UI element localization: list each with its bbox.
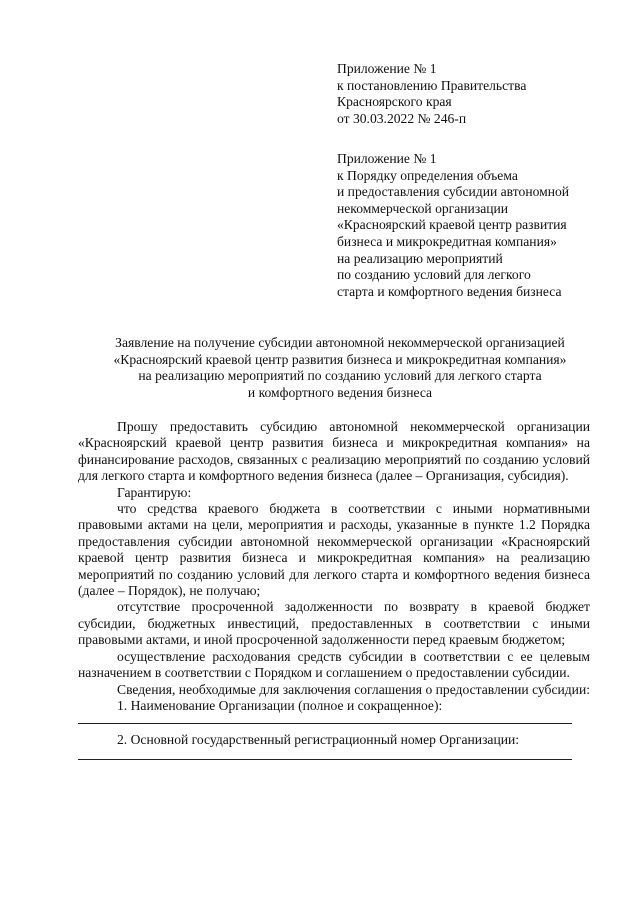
document-title bbox=[78, 335, 602, 401]
appendix-header-resolution bbox=[337, 61, 526, 127]
appendix-line: некоммерческой организации bbox=[337, 200, 509, 216]
appendix-line: Красноярского края bbox=[337, 94, 452, 110]
appendix-line: на реализацию мероприятий bbox=[337, 250, 503, 266]
field-ogrn-label: 2. Основной государственный регистрационный номер Организации: bbox=[117, 732, 520, 748]
appendix-line: от 30.03.2022 № 246-п bbox=[337, 110, 467, 126]
appendix-header-order bbox=[337, 151, 569, 300]
appendix-line: и предоставления субсидии автономной bbox=[337, 184, 570, 200]
title-line: «Красноярский краевой центр развития бизнеса и микрокредитная компания» bbox=[113, 351, 567, 367]
title-line: на реализацию мероприятий по созданию условий для легкого старта bbox=[138, 368, 542, 384]
info-paragraph: Сведения, необходимые для заключения соглашения о предоставлении субсидии: bbox=[117, 681, 591, 697]
guarantee-heading: Гарантирую: bbox=[117, 484, 192, 500]
guarantee-item-1: что средства краевого бюджета в соответствии с иными нормативными правовыми актами на цели, мероприятия и расходы, указанные в пункте 1.2 Порядка предоставления субсидии автономной некоммерческой организации «Красноярский краевой центр развития бизнеса и микрокредитная компания» на реализацию мероприятий по созданию условий для легкого старта и комфортного ведения бизнеса (далее – Порядок), не получаю; bbox=[78, 501, 590, 599]
appendix-line: к Порядку определения объема bbox=[337, 167, 518, 183]
title-line: и комфортного ведения бизнеса bbox=[247, 384, 433, 400]
appendix-line: Приложение № 1 bbox=[337, 151, 437, 166]
intro-paragraph: Прошу предоставить субсидию автономной некоммерческой организации «Красноярский краевой центр развития бизнеса и микрокредитная компания» на финансирование расходов, связанных с реализацию мероприятий по созданию условий для легкого старта и комфортного ведения бизнеса (далее – Организация, субсидия). bbox=[78, 419, 590, 484]
field-ogrn-line[interactable] bbox=[78, 759, 572, 760]
guarantee-item-3: осуществление расходования средств субсидии в соответствии с ее целевым назначением в соответствии с Порядком и соглашением о предоставлении субсидии. bbox=[78, 648, 590, 681]
title-line: Заявление на получение субсидии автономной некоммерческой организацией bbox=[115, 335, 565, 350]
appendix-line: старта и комфортного ведения бизнеса bbox=[337, 283, 562, 299]
appendix-line: Приложение № 1 bbox=[337, 61, 437, 76]
appendix-line: бизнеса и микрокредитная компания» bbox=[337, 233, 557, 249]
appendix-line: к постановлению Правительства bbox=[337, 77, 527, 93]
field-organization-name-label: 1. Наименование Организации (полное и сокращенное): bbox=[117, 697, 443, 713]
appendix-line: по созданию условий для легкого bbox=[337, 267, 531, 283]
field-organization-name-line[interactable] bbox=[78, 723, 572, 724]
document-body bbox=[78, 419, 590, 768]
appendix-line: «Красноярский краевой центр развития bbox=[337, 217, 567, 233]
guarantee-item-2: отсутствие просроченной задолженности по возврату в краевой бюджет субсидии, бюджетных инвестиций, предоставленных в соответствии с иными правовыми актами, и иной просроченной задолженности перед краевым бюджетом; bbox=[78, 599, 590, 648]
